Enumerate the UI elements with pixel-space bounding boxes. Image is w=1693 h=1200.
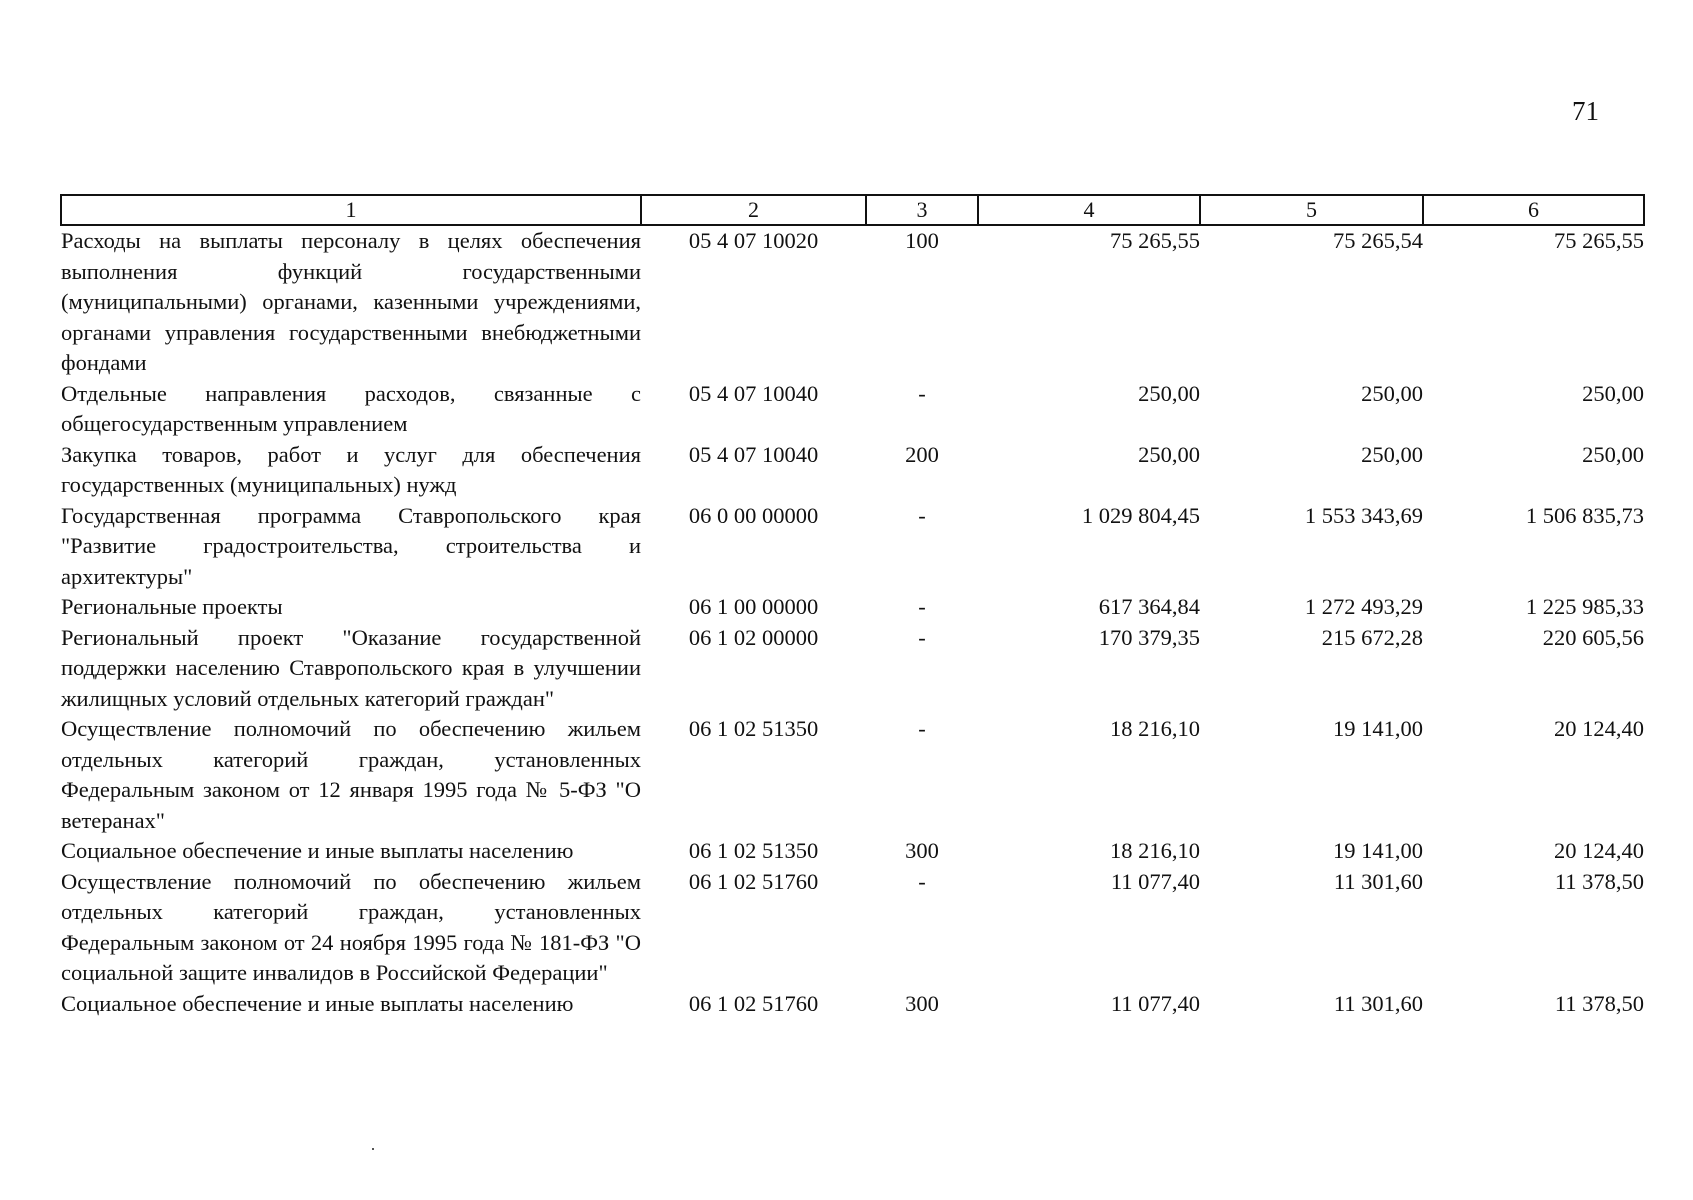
amount-col4: 250,00 bbox=[1138, 441, 1200, 467]
table-row bbox=[61, 501, 1644, 593]
expense-kind: - bbox=[918, 594, 926, 619]
expense-name: Региональные проекты bbox=[61, 594, 283, 619]
expense-kind: - bbox=[918, 868, 926, 894]
table-row bbox=[61, 592, 1644, 623]
amount-col5: 11 301,60 bbox=[1333, 868, 1423, 894]
target-code: 05 4 07 10040 bbox=[688, 441, 819, 467]
amount-col6: 75 265,55 bbox=[1554, 228, 1644, 253]
amount-col5: 11 301,60 bbox=[1333, 990, 1423, 1016]
target-code: 06 1 02 51350 bbox=[688, 716, 819, 741]
expense-name: Региональный проект "Оказание государственной поддержки населению Ставропольского края в улучшении жилищных условий отдельных категорий граждан" bbox=[61, 624, 641, 711]
expense-name: Осуществление полномочий по обеспечению жильем отдельных категорий граждан, установленных Федеральным законом от 24 ноября 1995 года № 181-ФЗ "О социальной защите инвалидов в Российской Федерации" bbox=[61, 868, 641, 985]
amount-col4: 617 364,84 bbox=[1098, 594, 1200, 619]
target-code: 06 0 00 00000 bbox=[688, 502, 819, 528]
table-body bbox=[61, 225, 1644, 1019]
table-row bbox=[61, 867, 1644, 989]
amount-col4: 18 216,10 bbox=[1110, 716, 1200, 741]
table-header bbox=[61, 195, 1644, 225]
expense-kind: 100 bbox=[905, 228, 939, 253]
scan-speck bbox=[372, 1148, 374, 1150]
expense-name: Отдельные направления расходов, связанные с общегосударственным управлением bbox=[61, 380, 641, 436]
column-header: 3 bbox=[866, 195, 978, 225]
expense-kind: - bbox=[918, 624, 926, 650]
target-code: 06 1 02 51350 bbox=[688, 838, 819, 863]
amount-col5: 19 141,00 bbox=[1333, 716, 1423, 741]
table-row bbox=[61, 225, 1644, 379]
amount-col5: 19 141,00 bbox=[1333, 838, 1423, 863]
column-header: 2 bbox=[641, 195, 866, 225]
budget-table bbox=[60, 194, 1645, 1019]
amount-col4: 75 265,55 bbox=[1110, 228, 1200, 253]
amount-col5: 75 265,54 bbox=[1333, 228, 1423, 253]
table-row bbox=[61, 714, 1644, 836]
page-number: 71 bbox=[1572, 96, 1599, 126]
column-header: 6 bbox=[1423, 195, 1644, 225]
target-code: 05 4 07 10020 bbox=[688, 228, 819, 253]
amount-col6: 11 378,50 bbox=[1554, 990, 1644, 1016]
amount-col4: 170 379,35 bbox=[1098, 624, 1200, 650]
amount-col5: 250,00 bbox=[1361, 441, 1423, 467]
expense-kind: 300 bbox=[905, 838, 939, 863]
table-row bbox=[61, 836, 1644, 867]
amount-col6: 20 124,40 bbox=[1554, 716, 1644, 741]
target-code: 06 1 02 51760 bbox=[688, 868, 819, 894]
table-row bbox=[61, 440, 1644, 501]
target-code: 05 4 07 10040 bbox=[688, 380, 819, 406]
column-header: 5 bbox=[1200, 195, 1423, 225]
expense-kind: - bbox=[918, 380, 926, 406]
amount-col4: 250,00 bbox=[1138, 380, 1200, 406]
amount-col5: 1 553 343,69 bbox=[1304, 502, 1423, 528]
amount-col4: 1 029 804,45 bbox=[1081, 502, 1200, 528]
amount-col6: 250,00 bbox=[1582, 380, 1644, 406]
table-row bbox=[61, 379, 1644, 440]
expense-kind: 300 bbox=[905, 990, 939, 1016]
expense-kind: - bbox=[918, 502, 926, 528]
expense-name: Осуществление полномочий по обеспечению жильем отдельных категорий граждан, установленных Федеральным законом от 12 января 1995 года № 5-ФЗ "О ветеранах" bbox=[61, 716, 641, 833]
expense-name: Закупка товаров, работ и услуг для обеспечения государственных (муниципальных) нужд bbox=[61, 441, 641, 497]
target-code: 06 1 02 00000 bbox=[688, 624, 819, 650]
expense-name: Социальное обеспечение и иные выплаты населению bbox=[61, 838, 574, 863]
table-row bbox=[61, 623, 1644, 715]
amount-col6: 20 124,40 bbox=[1554, 838, 1644, 863]
target-code: 06 1 02 51760 bbox=[688, 990, 819, 1016]
amount-col4: 11 077,40 bbox=[1110, 868, 1200, 894]
expense-kind: - bbox=[918, 716, 926, 741]
amount-col4: 11 077,40 bbox=[1110, 990, 1200, 1016]
expense-kind: 200 bbox=[905, 441, 939, 467]
amount-col6: 1 225 985,33 bbox=[1525, 594, 1644, 619]
expense-name: Социальное обеспечение и иные выплаты населению bbox=[61, 990, 574, 1016]
column-header: 1 bbox=[61, 195, 641, 225]
column-number-row bbox=[61, 195, 1644, 225]
target-code: 06 1 00 00000 bbox=[688, 594, 819, 619]
expense-name: Расходы на выплаты персоналу в целях обеспечения выполнения функций государственными (муниципальными) органами, казенными учреждениями, органами управления государственными внебюджетными фондами bbox=[61, 228, 641, 375]
expense-name: Государственная программа Ставропольского края "Развитие градостроительства, строительства и архитектуры" bbox=[61, 502, 641, 589]
table-row bbox=[61, 989, 1644, 1020]
amount-col5: 215 672,28 bbox=[1321, 624, 1423, 650]
amount-col6: 250,00 bbox=[1582, 441, 1644, 467]
amount-col5: 1 272 493,29 bbox=[1304, 594, 1423, 619]
column-header: 4 bbox=[978, 195, 1200, 225]
amount-col6: 1 506 835,73 bbox=[1525, 502, 1644, 528]
amount-col6: 11 378,50 bbox=[1554, 868, 1644, 894]
amount-col6: 220 605,56 bbox=[1542, 624, 1644, 650]
amount-col4: 18 216,10 bbox=[1110, 838, 1200, 863]
amount-col5: 250,00 bbox=[1361, 380, 1423, 406]
